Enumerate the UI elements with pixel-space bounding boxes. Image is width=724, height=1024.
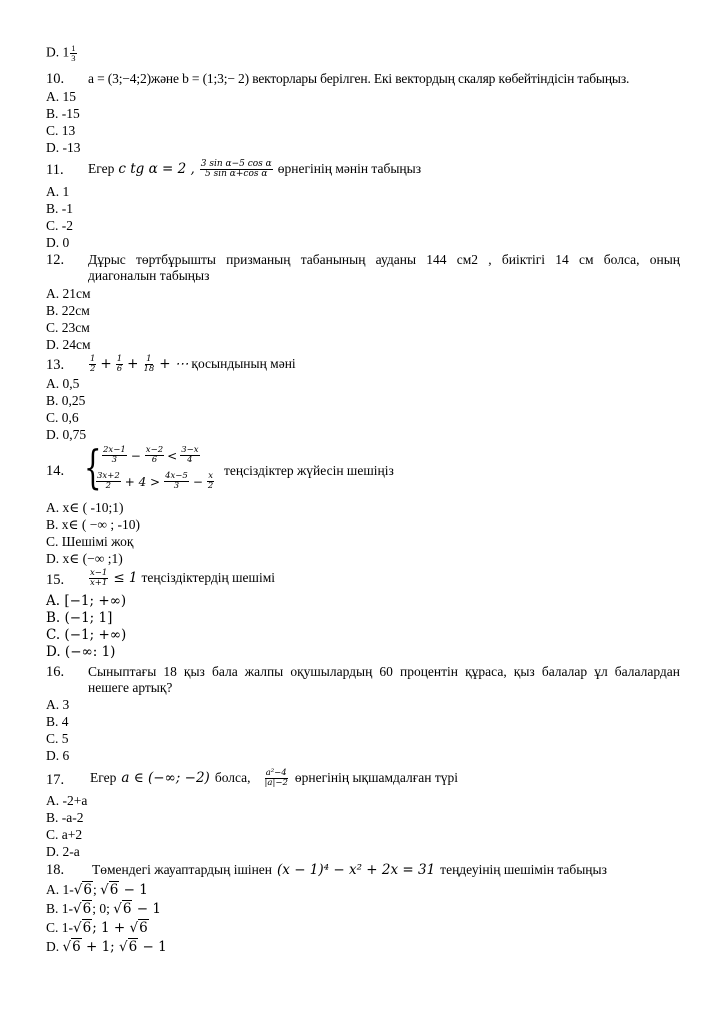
q17-fraction: $\frac{\text{a²−4}}{|a|-2}$ bbox=[264, 767, 288, 788]
q17-option-c: C. a+2 bbox=[46, 827, 83, 842]
q17-option-a: A. -2+a bbox=[46, 793, 88, 808]
q10-option-a: A. 15 bbox=[46, 89, 76, 104]
q10-option-b: B. -15 bbox=[46, 106, 80, 121]
q18-option-d: D. √6 + 1; √6 − 1 bbox=[46, 939, 167, 955]
q16-number: 16. bbox=[46, 664, 65, 680]
q11-condition: c tg α = 2 , bbox=[118, 161, 195, 177]
q17-option-b: B. -a-2 bbox=[46, 810, 84, 825]
q13-number: 13. bbox=[46, 357, 65, 373]
q13-term-2: $\frac{1}{6}$ bbox=[116, 353, 123, 374]
q11-text: өрнегінің мәнін табыңыз bbox=[277, 161, 422, 176]
q15-option-a: A. [−1; +∞) bbox=[46, 593, 127, 609]
q13-tail: + ⋯ bbox=[159, 356, 189, 372]
prev-option-d: D. 1 $\frac{1}{3}$ bbox=[46, 43, 76, 63]
q12-option-b: B. 22см bbox=[46, 303, 90, 318]
q14-inequality-2: $\frac{3x+2}{2}$ + 4 > $\frac{4x-5}{3}$ − $\frac{x}{2}$ bbox=[97, 471, 214, 491]
mixed-fraction: $\frac{1}{3}$ bbox=[71, 43, 76, 63]
q14-number: 14. bbox=[46, 463, 65, 479]
q11-option-a: A. 1 bbox=[46, 184, 70, 199]
q15-text: теңсіздіктердің шешімі bbox=[141, 570, 275, 585]
q18-option-a: A. 1-√6; √6 − 1 bbox=[46, 882, 148, 898]
q17-number: 17. bbox=[46, 772, 65, 788]
q12-option-d: D. 24см bbox=[46, 337, 91, 352]
q10-number: 10. bbox=[46, 71, 65, 87]
q16-text-line2: нешеге артық? bbox=[88, 680, 173, 695]
q17-text-row bbox=[90, 764, 458, 792]
system-brace: { bbox=[84, 440, 102, 494]
q13-term-1: $\frac{1}{2}$ bbox=[90, 353, 96, 374]
q18-equation: (x − 1)⁴ − x² + 2x = 31 bbox=[277, 862, 436, 878]
q18-pre: Төмендегі жауаптардың ішінен bbox=[92, 862, 273, 877]
q14-inequality-1: $\frac{2x-1}{3}$ − $\frac{x-2}{6}$ < $\frac{3-x}{4}$ bbox=[103, 445, 199, 465]
q18-option-c: C. 1-√6; 1 + √6 bbox=[46, 920, 148, 936]
q18-text-row bbox=[92, 862, 607, 878]
q16-text-line1: Сыныптағы 18 қыз бала жалпы оқушылардың 60 процентін құраса, қыз балалар ұл балалардан bbox=[88, 664, 680, 679]
q15-fraction: $\frac{x-1}{x+1}$ bbox=[90, 567, 108, 588]
q14-option-a: A. x∈ ( -10;1) bbox=[46, 500, 124, 515]
q11-option-b: B. -1 bbox=[46, 201, 73, 216]
q15-number: 15. bbox=[46, 572, 65, 588]
q11-text-row bbox=[88, 156, 421, 182]
q13-option-b: B. 0,25 bbox=[46, 393, 86, 408]
q14-option-d: D. x∈ (−∞ ;1) bbox=[46, 551, 123, 566]
q10-text: a = (3;−4;2)және b = (1;3;− 2) векторлары берілген. Екі вектордың скаляр көбейтіндісін табыңыз. bbox=[88, 71, 630, 86]
q12-text-line1: Дұрыс төртбұрышты призманың табанының ауданы 144 см2 , биіктігі 14 см болса, оның bbox=[88, 252, 680, 267]
q15-comparison: ≤ 1 bbox=[113, 570, 138, 586]
q17-text: өрнегінің ықшамдалған түрі bbox=[294, 770, 458, 785]
q14-text: теңсіздіктер жүйесін шешіңіз bbox=[224, 463, 394, 478]
q13-option-d: D. 0,75 bbox=[46, 427, 87, 442]
q16-option-c: C. 5 bbox=[46, 731, 69, 746]
q17-condition: a ∈ (−∞; −2) bbox=[121, 770, 210, 786]
q12-number: 12. bbox=[46, 252, 65, 268]
q13-text-row: $\frac{1}{2}$ + $\frac{1}{6}$ + $\frac{1}{18}$ + ⋯ қосындының мәні bbox=[88, 350, 296, 378]
q11-number: 11. bbox=[46, 162, 64, 178]
q12-text-line2: диагоналын табыңыз bbox=[88, 268, 210, 283]
q18-text: теңдеуінің шешімін табыңыз bbox=[440, 862, 607, 877]
q17-pre: Егер bbox=[90, 770, 117, 785]
q16-option-d: D. 6 bbox=[46, 748, 70, 763]
q10-option-c: C. 13 bbox=[46, 123, 76, 138]
q11-pre: Егер bbox=[88, 161, 115, 176]
q13-text: қосындының мәні bbox=[191, 356, 296, 371]
q15-text-row bbox=[88, 565, 275, 591]
q11-option-d: D. 0 bbox=[46, 235, 70, 250]
q17-mid: болса, bbox=[214, 770, 251, 785]
q14-option-b: B. x∈ ( −∞ ; -10) bbox=[46, 517, 140, 532]
q13-option-a: A. 0,5 bbox=[46, 376, 80, 391]
q10-option-d: D. -13 bbox=[46, 140, 81, 155]
q15-option-b: B. (−1; 1] bbox=[46, 610, 113, 626]
q12-option-a: A. 21см bbox=[46, 286, 91, 301]
q15-option-c: C. (−1; +∞) bbox=[46, 627, 127, 643]
q17-option-d: D. 2-a bbox=[46, 844, 80, 859]
q18-option-b: B. 1-√6; 0; √6 − 1 bbox=[46, 901, 161, 917]
q12-option-c: C. 23см bbox=[46, 320, 90, 335]
q16-option-a: A. 3 bbox=[46, 697, 70, 712]
q11-option-c: C. -2 bbox=[46, 218, 73, 233]
q14-option-c: C. Шешімі жоқ bbox=[46, 534, 134, 549]
q13-option-c: C. 0,6 bbox=[46, 410, 79, 425]
q15-option-d: D. (−∞: 1) bbox=[46, 644, 116, 660]
q16-option-b: B. 4 bbox=[46, 714, 69, 729]
q11-fraction: $\frac{\text{3 sin α−5 cos α}}{\text{5 sin α+cos α}}$ bbox=[200, 158, 272, 179]
q13-term-3: $\frac{1}{18}$ bbox=[143, 353, 155, 374]
q18-number: 18. bbox=[46, 862, 65, 878]
